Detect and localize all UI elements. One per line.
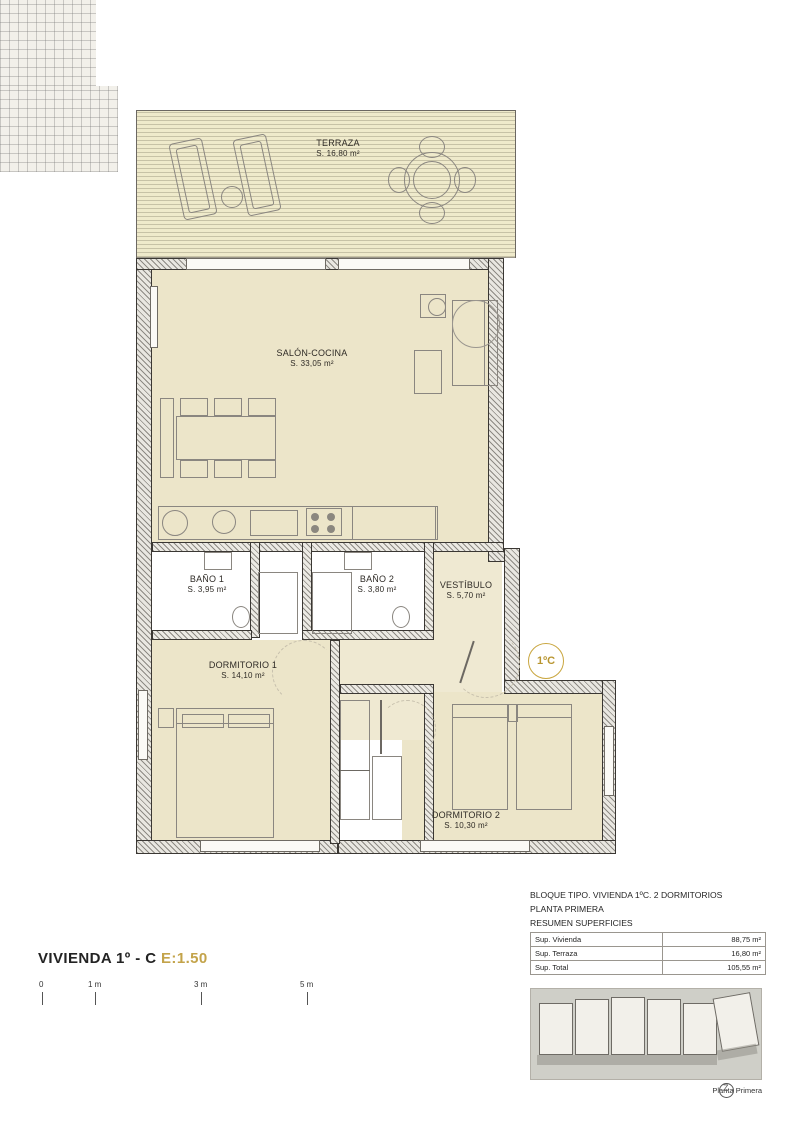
coffee-table <box>452 300 500 348</box>
table-row <box>531 947 766 961</box>
room-label-terraza: TERRAZA S. 16,80 m² <box>316 138 360 159</box>
side-table <box>221 186 243 208</box>
info-line-1: BLOQUE TIPO. VIVIENDA 1ºC. 2 DORMITORIOS <box>530 890 723 900</box>
page-title <box>38 950 208 967</box>
dorm2-bed-2 <box>516 704 572 810</box>
surface-label-terraza: Sup. Terraza <box>531 947 663 961</box>
studio-logo-icon <box>719 1083 734 1098</box>
terraza-edge-left <box>136 110 137 258</box>
keyplan-unit-2 <box>575 999 609 1055</box>
scale-tick-3 <box>201 992 202 1005</box>
keyplan <box>530 988 762 1080</box>
keyplan-shadow-1 <box>537 1055 717 1065</box>
wall-bano-bottom-left <box>152 630 252 640</box>
plant <box>428 298 446 316</box>
keyplan-caption: Planta Primera <box>712 1086 762 1095</box>
dorm2-door-swing <box>378 700 436 758</box>
dorm1-pillow-1 <box>182 714 224 728</box>
surface-label-vivienda: Sup. Vivienda <box>531 933 663 947</box>
window-dorm2-right <box>604 726 614 796</box>
scale-num-3: 3 m <box>194 980 208 989</box>
dining-chair-2 <box>214 398 242 416</box>
scale-tick-0 <box>42 992 43 1005</box>
keyplan-unit-4 <box>647 999 681 1055</box>
keyplan-unit-5 <box>683 1003 717 1055</box>
entrance-door-swing <box>452 630 520 698</box>
dining-chair-4 <box>180 460 208 478</box>
terrace-dining-table-inner <box>413 161 451 199</box>
cooktop-burner-4 <box>327 525 335 533</box>
terraza-edge-top <box>136 110 516 111</box>
scale-num-0: 0 <box>39 980 44 989</box>
scale-num-5: 5 m <box>300 980 314 989</box>
dorm1-nightstand <box>158 708 174 728</box>
dorm2-bed-2-head <box>516 704 572 718</box>
info-line-3: RESUMEN SUPERFICIES <box>530 918 633 928</box>
dining-chair-3 <box>248 398 276 416</box>
dorm1-pillow-2 <box>228 714 270 728</box>
window-salon-2 <box>338 258 470 270</box>
dining-table <box>176 416 276 460</box>
scale-tick-5 <box>307 992 308 1005</box>
bano2-toilet <box>392 606 410 628</box>
cooktop-burner-1 <box>311 513 319 521</box>
terraza-edge-right <box>515 110 516 258</box>
wall-hall-bottom <box>340 684 434 694</box>
surface-value-terraza: 16,80 m² <box>663 947 766 961</box>
surface-value-total: 105,55 m² <box>663 961 766 975</box>
room-label-bano1: BAÑO 1 S. 3,95 m² <box>187 574 227 595</box>
scale-tick-1 <box>95 992 96 1005</box>
bano2-vanity <box>344 552 372 570</box>
bano1-floor <box>0 0 96 86</box>
dorm2-bed-1 <box>452 704 508 810</box>
bano1-shower <box>258 572 298 634</box>
room-label-dormitorio2: DORMITORIO 2 S. 10,30 m² <box>431 810 501 831</box>
window-salon-1 <box>186 258 326 270</box>
cooktop-burner-2 <box>327 513 335 521</box>
terrace-chair-e <box>454 167 476 193</box>
room-label-bano2: BAÑO 2 S. 3,80 m² <box>357 574 397 595</box>
window-dorm2-bottom <box>420 840 530 852</box>
window-dorm1-bottom <box>200 840 320 852</box>
table-row <box>531 933 766 947</box>
keyplan-unit-6 <box>713 992 760 1052</box>
dorm2-nightstand <box>508 704 518 722</box>
tv-unit <box>414 350 442 394</box>
terrace-chair-w <box>388 167 410 193</box>
scale-num-1: 1 m <box>88 980 102 989</box>
keyplan-unit-3 <box>611 997 645 1055</box>
wall-salon-bano <box>152 542 504 552</box>
dining-chair-6 <box>248 460 276 478</box>
wall-exterior-right-step <box>504 680 616 694</box>
sideboard <box>160 398 174 478</box>
room-label-salon-cocina: SALÓN-COCINA S. 33,05 m² <box>276 348 348 369</box>
scale-label: E:1.50 <box>161 950 208 967</box>
kitchen-cabinet <box>250 510 298 536</box>
window-left-salon <box>150 286 158 348</box>
bano2-floor <box>0 86 118 172</box>
bano1-vanity <box>204 552 232 570</box>
bano1-toilet <box>232 606 250 628</box>
terrace-chair-n <box>419 136 445 158</box>
kitchen-sink <box>162 510 188 536</box>
keyplan-unit-1 <box>539 1003 573 1055</box>
unit-badge: 1ºC <box>528 643 564 679</box>
room-label-dormitorio1: DORMITORIO 1 S. 14,10 m² <box>208 660 278 681</box>
dorm2-door-leaf <box>380 700 382 754</box>
washer <box>212 510 236 534</box>
dorm1-wardrobe-div <box>340 770 370 771</box>
terrace-chair-s <box>419 202 445 224</box>
dining-chair-1 <box>180 398 208 416</box>
dorm1-wardrobe <box>340 700 370 820</box>
info-block <box>530 888 766 930</box>
info-line-2: PLANTA PRIMERA <box>530 904 604 914</box>
room-label-vestibulo: VESTÍBULO S. 5,70 m² <box>439 580 493 601</box>
dorm1-wardrobe-2 <box>372 756 402 820</box>
window-dorm1-left <box>138 690 148 760</box>
table-row <box>531 961 766 975</box>
cooktop-burner-3 <box>311 525 319 533</box>
surface-table <box>530 932 766 975</box>
dining-chair-5 <box>214 460 242 478</box>
wall-bano-mid <box>302 542 312 638</box>
fridge <box>352 506 436 540</box>
dorm2-bed-1-head <box>452 704 508 718</box>
surface-label-total: Sup. Total <box>531 961 663 975</box>
surface-value-vivienda: 88,75 m² <box>663 933 766 947</box>
scale-bar <box>38 982 338 1008</box>
page-title-text: VIVIENDA 1º - C <box>38 950 157 967</box>
bano2-shower <box>312 572 352 634</box>
